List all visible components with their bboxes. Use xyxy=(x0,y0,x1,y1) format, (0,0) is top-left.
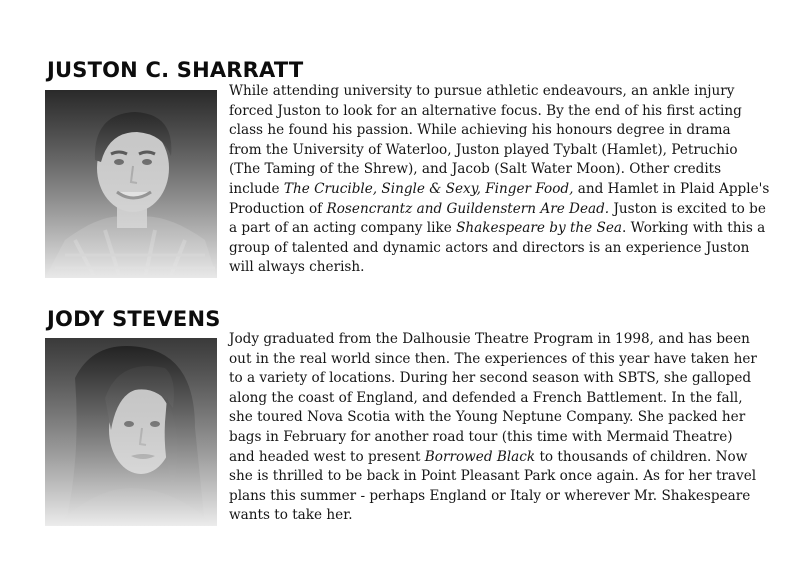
text-run: class he found his passion. While achieving his honours degree in drama xyxy=(229,122,731,139)
text-run: Juston is excited to be xyxy=(609,200,766,217)
bio-text-line xyxy=(229,200,789,220)
text-run: wants to take her. xyxy=(229,507,353,524)
text-run: include xyxy=(229,180,284,197)
bio-text-line xyxy=(229,467,789,487)
bio-name: JUSTON C. SHARRATT xyxy=(47,58,304,82)
text-run: will always cherish. xyxy=(229,259,365,276)
portrait-photo-juston xyxy=(45,90,217,278)
text-run: . Working with this a xyxy=(622,220,766,237)
bio-text-line xyxy=(229,102,789,122)
text-run: (The Taming of the Shrew), and Jacob (Salt Water Moon). Other credits xyxy=(229,161,722,178)
text-run: along the coast of England, and defended a French Battlement. In the fall, xyxy=(229,389,743,406)
text-run: from the University of Waterloo, Juston played Tybalt (Hamlet), Petruchio xyxy=(229,141,738,158)
bio-text-line xyxy=(229,330,789,350)
bio-text-line xyxy=(229,258,789,278)
bio-text-line xyxy=(229,389,789,409)
italic-title: The Crucible, Single & Sexy, Finger Food, xyxy=(283,180,574,197)
italic-title: Shakespeare by the Sea xyxy=(456,220,622,237)
italic-title: Rosencrantz and Guildenstern Are Dead. xyxy=(326,200,610,217)
bio-text-line xyxy=(229,506,789,526)
text-run: and headed west to present xyxy=(229,448,425,465)
bio-text-line xyxy=(229,428,789,448)
text-run: and Hamlet in Plaid Apple's xyxy=(573,180,770,197)
text-run: Jody graduated from the Dalhousie Theatre Program in 1998, and has been xyxy=(229,331,750,347)
bio-text-line xyxy=(229,487,789,507)
bio-text-line xyxy=(229,448,789,468)
text-run: out in the real world since then. The experiences of this year have taken her xyxy=(229,350,757,367)
text-run: bags in February for another road tour (this time with Mermaid Theatre) xyxy=(229,428,733,445)
bio-text-line xyxy=(229,141,789,161)
italic-title: Borrowed Black xyxy=(424,448,536,465)
bio-name: JODY STEVENS xyxy=(47,307,221,331)
bio-text-line xyxy=(229,408,789,428)
text-run: Production of xyxy=(229,200,327,217)
text-run: to a variety of locations. During her second season with SBTS, she galloped xyxy=(229,370,752,387)
bio-text-line xyxy=(229,350,789,370)
text-run: to thousands of children. Now xyxy=(535,448,748,465)
text-run: forced Juston to look for an alternative focus. By the end of his first acting xyxy=(229,102,742,119)
bio-text xyxy=(229,82,789,278)
bio-text-line xyxy=(229,160,789,180)
portrait-photo-jody xyxy=(45,338,217,526)
text-run: she is thrilled to be back in Point Pleasant Park once again. As for her travel xyxy=(229,468,757,485)
bio-text-line xyxy=(229,239,789,259)
bio-text-line xyxy=(229,219,789,239)
bio-text-line xyxy=(229,369,789,389)
bio-text-line xyxy=(229,180,789,200)
text-run: a part of an acting company like xyxy=(229,220,457,237)
text-run: group of talented and dynamic actors and directors is an experience Juston xyxy=(229,239,750,256)
text-run: While attending university to pursue athletic endeavours, an ankle injury xyxy=(229,83,735,99)
text-run: plans this summer - perhaps England or Italy or wherever Mr. Shakespeare xyxy=(229,487,751,504)
bio-text-line xyxy=(229,82,789,102)
bio-text-line xyxy=(229,121,789,141)
text-run: she toured Nova Scotia with the Young Neptune Company. She packed her xyxy=(229,409,746,426)
bio-text xyxy=(229,330,789,526)
